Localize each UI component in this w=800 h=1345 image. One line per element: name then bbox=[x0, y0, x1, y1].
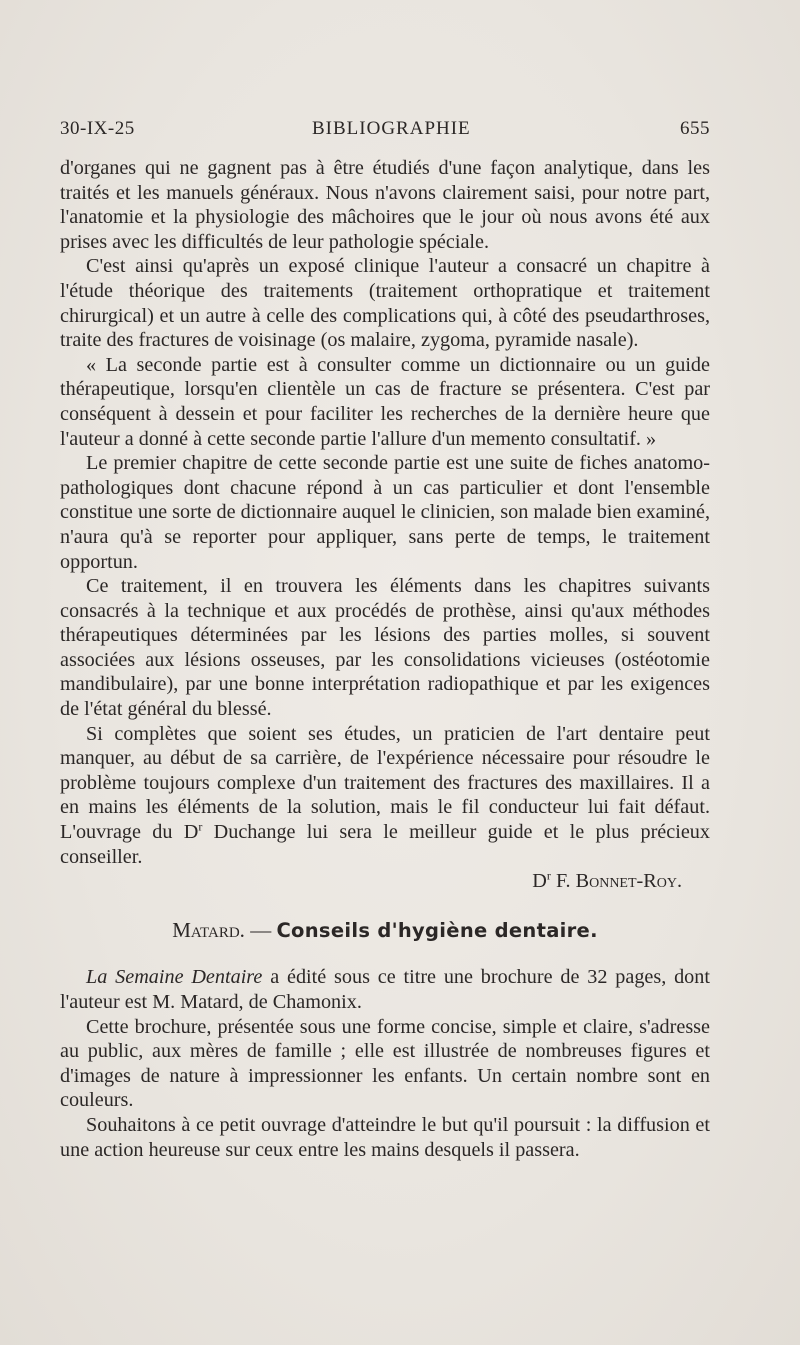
running-header bbox=[60, 118, 710, 148]
paragraph bbox=[60, 965, 710, 1014]
paragraph: Ce traitement, il en trouvera les éléments dans les chapitres suivants consacrés à la technique et aux procédés de prothèse, ainsi qu'aux méthodes thérapeutiques déterminées par les lésions des parties molles, si souvent associées aux lésions osseuses, par les consolidations vicieuses (ostéotomie mandibulaire), par une bonne interprétation radiopathique et par les exigences de l'état général du blessé. bbox=[60, 575, 710, 721]
paragraph: d'organes qui ne gagnent pas à être étudiés d'une façon analytique, dans les traités et les manuels généraux. Nous n'avons clairement saisi, pour notre part, l'anatomie et la physiologie des mâchoires que le jour où nous avons été aux prises avec les difficultés de leur pathologie spéciale. bbox=[60, 157, 710, 253]
header-page-number: 655 bbox=[680, 118, 710, 139]
review-matard bbox=[60, 965, 710, 1162]
page-body bbox=[60, 156, 710, 1162]
paragraph: C'est ainsi qu'après un exposé clinique l'auteur a consacré un chapitre à l'étude théorique des traitements (traitement orthopratique et traitement chirurgical) et un autre à celle des complications qui, à côté des pseudarthroses, traite des fractures de voisinage (os malaire, zygoma, pyramide nasale). bbox=[60, 255, 710, 352]
paragraph: Cette brochure, présentée sous une forme concise, simple et claire, s'adresse au public, aux mères de famille ; elle est illustrée de nombreuses figures et d'images de nature à impressionner les enfants. Un certain nombre sont en couleurs. bbox=[60, 1015, 710, 1112]
header-section-title: BIBLIOGRAPHIE bbox=[312, 118, 471, 139]
paragraph-text-end: Duchange lui sera le meilleur guide et le plus précieux conseiller. bbox=[60, 821, 710, 868]
journal-name: La Semaine Dentaire bbox=[86, 966, 263, 989]
signature-name: F. Bonnet-Roy. bbox=[550, 870, 682, 893]
signature-prefix: D bbox=[532, 870, 547, 893]
paragraph: « La seconde partie est à consulter comme un dictionnaire ou un guide thérapeutique, lorsqu'en clientèle un cas de fracture se présentera. C'est par conséquent à dessein et pour faciliter les recherches de la dernière heure que l'auteur a donné à cette seconde partie l'allure d'un memento consultatif. » bbox=[60, 353, 710, 450]
paragraph: Le premier chapitre de cette seconde partie est une suite de fiches anatomo-pathologiques dont chacune répond à un cas particulier et dont l'ensemble constitue une sorte de dictionnaire auquel le clinicien, son malade bien examiné, n'aura qu'à se reporter pour appliquer, sans perte de temps, le traitement opportun. bbox=[60, 452, 710, 573]
header-date: 30-IX-25 bbox=[60, 118, 135, 139]
review-title: Conseils d'hygiène dentaire. bbox=[276, 918, 598, 942]
review-heading bbox=[60, 918, 710, 944]
paragraph-text: Si complètes que soient ses études, un praticien de l'art dentaire peut manquer, au début de sa carrière, de l'expérience nécessaire pour résoudre le problème toujours complexe d'un traitement des fractures des maxillaires. Il a en mains les éléments de la solution, mais le fil conducteur lui fait défaut. L'ouvrage du D bbox=[60, 722, 710, 844]
paragraph: Souhaitons à ce petit ouvrage d'atteindre le but qu'il poursuit : la diffusion et une action heureuse sur ceux entre les mains desquels il passera. bbox=[60, 1113, 710, 1161]
review-duchange bbox=[60, 156, 710, 894]
heading-dash: — bbox=[244, 917, 277, 942]
signature-superscript: r bbox=[546, 868, 551, 883]
superscript: r bbox=[198, 819, 203, 834]
review-signature bbox=[60, 869, 710, 894]
paragraph-text: a édité sous ce titre une brochure de 32 pages, dont l'auteur est M. Matard, de Chamonix. bbox=[60, 966, 710, 1013]
paragraph bbox=[60, 722, 710, 870]
review-author: Matard. bbox=[172, 917, 245, 942]
